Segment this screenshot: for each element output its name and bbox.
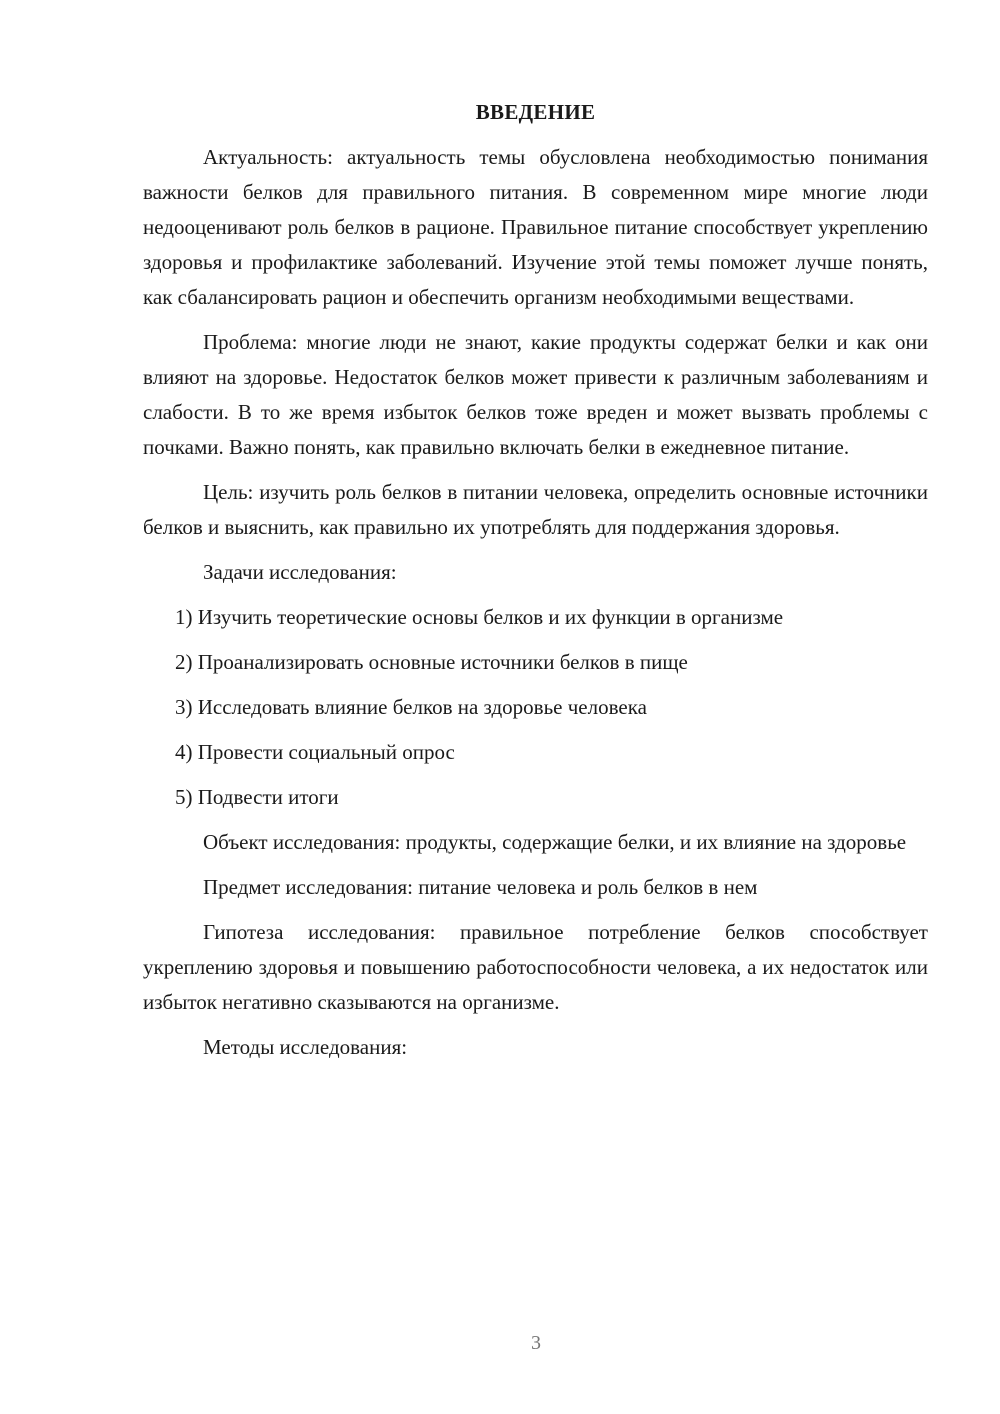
goal-paragraph: Цель: изучить роль белков в питании человека, определить основные источники белков и выяснить, как правильно их употреблять для поддержания здоровья. — [143, 480, 928, 539]
task-item: 3) Исследовать влияние белков на здоровье человека — [175, 695, 647, 719]
relevance-paragraph: Актуальность: актуальность темы обусловлена необходимостью понимания важности белков для правильного питания. В современном мире многие люди недооценивают роль белков в рационе. Правильное питание способствует укреплению здоровья и профилактике заболеваний. Изучение этой темы поможет лучше понять, как сбалансировать рацион и обеспечить организм необходимыми веществами. — [143, 145, 928, 309]
task-item: 2) Проанализировать основные источники белков в пище — [175, 650, 688, 674]
task-item: 5) Подвести итоги — [175, 785, 339, 809]
subject-paragraph: Предмет исследования: питание человека и роль белков в нем — [203, 875, 758, 899]
object-paragraph: Объект исследования: продукты, содержащие белки, и их влияние на здоровье — [203, 830, 907, 854]
page-content — [143, 95, 928, 1075]
methods-heading: Методы исследования: — [203, 1035, 408, 1059]
page-number: 3 — [531, 1332, 541, 1354]
task-item: 4) Провести социальный опрос — [175, 740, 455, 764]
task-item: 1) Изучить теоретические основы белков и их функции в организме — [175, 605, 784, 629]
hypothesis-paragraph: Гипотеза исследования: правильное потребление белков способствует укреплению здоровья и повышению работоспособности человека, а их недостаток или избыток негативно сказываются на организме. — [143, 920, 928, 1014]
tasks-heading: Задачи исследования: — [203, 560, 397, 584]
problem-paragraph: Проблема: многие люди не знают, какие продукты содержат белки и как они влияют на здоровье. Недостаток белков может привести к различным заболеваниям и слабости. В то же время избыток белков тоже вреден и может вызвать проблемы с почками. Важно понять, как правильно включать белки в ежедневное питание. — [143, 330, 928, 459]
page-title: ВВЕДЕНИЕ — [475, 100, 596, 124]
